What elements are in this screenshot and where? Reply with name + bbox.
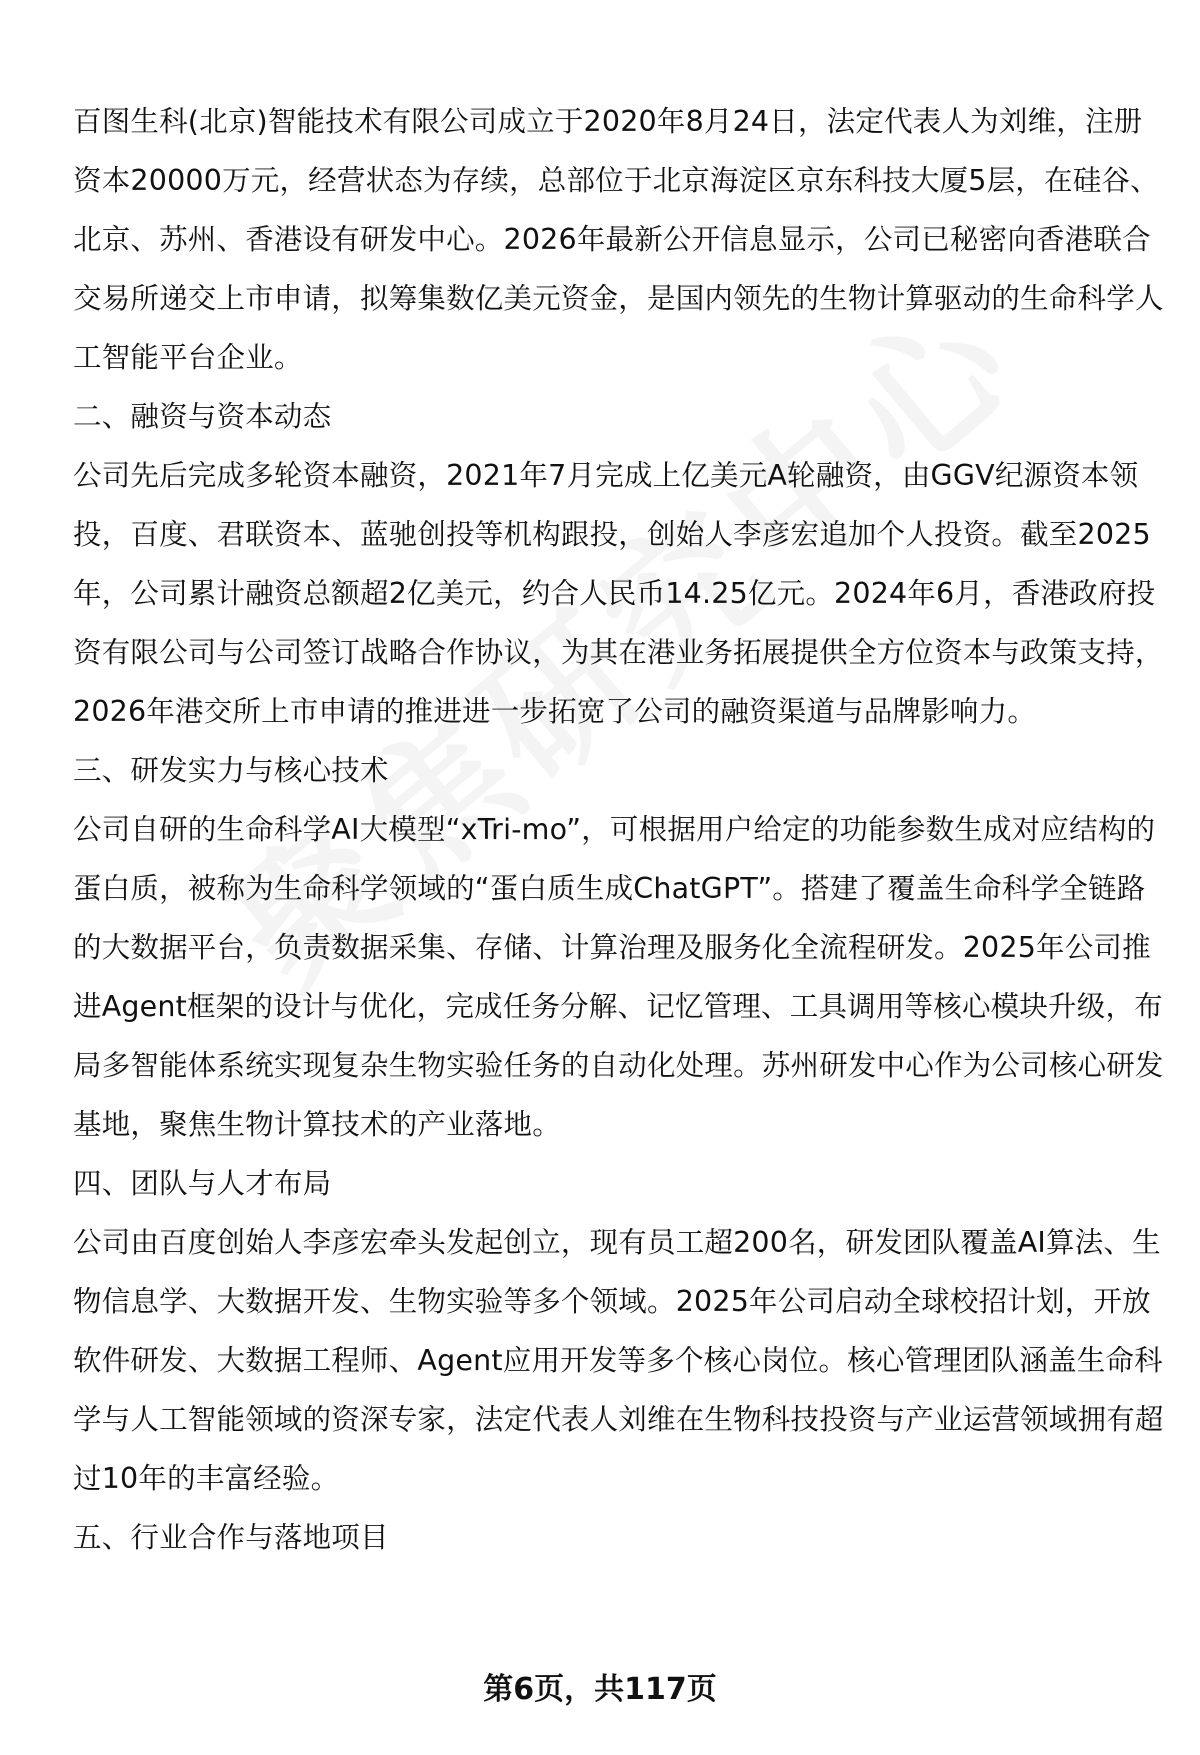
body-paragraph: 公司由百度创始人李彦宏牵头发起创立，现有员工超200名，研发团队覆盖AI算法、生物信息学、大数据开发、生物实验等多个领域。2025年公司启动全球校招计划，开放软件研发、大数据工程师、Agent应用开发等多个核心岗位。核心管理团队涵盖生命科学与人工智能领域的资深专家，法定代表人刘维在生物科技投资与产业运营领域拥有超过10年的丰富经验。 xyxy=(73,1226,1164,1495)
body-paragraph: 公司先后完成多轮资本融资，2021年7月完成上亿美元A轮融资，由GGV纪源资本领投，百度、君联资本、蓝驰创投等机构跟投，创始人李彦宏追加个人投资。截至2025年，公司累计融资总额超2亿美元，约合人民币14.25亿元。2024年6月，香港政府投资有限公司与公司签订战略合作协议，为其在港业务拓展提供全方位资本与政策支持，2026年港交所上市申请的推进进一步拓宽了公司的融资渠道与品牌影响力。 xyxy=(73,459,1164,728)
body-paragraph: 公司自研的生命科学AI大模型“xTri-mo”，可根据用户给定的功能参数生成对应结构的蛋白质，被称为生命科学领域的“蛋白质生成ChatGPT”。搭建了覆盖生命科学全链路的大数据平台，负责数据采集、存储、计算治理及服务化全流程研发。2025年公司推进Agent框架的设计与优化，完成任务分解、记忆管理、工具调用等核心模块升级，布局多智能体系统实现复杂生物实验任务的自动化处理。苏州研发中心作为公司核心研发基地，聚焦生物计算技术的产业落地。 xyxy=(73,813,1164,1141)
page-footer: 第6页，共117页 xyxy=(483,1672,717,1707)
section-heading: 二、融资与资本动态 xyxy=(73,400,332,433)
section-heading: 五、行业合作与落地项目 xyxy=(73,1521,389,1554)
section-heading: 四、团队与人才布局 xyxy=(73,1167,332,1200)
document-body xyxy=(73,92,1165,1567)
body-paragraph: 百图生科(北京)智能技术有限公司成立于2020年8月24日，法定代表人为刘维，注册资本20000万元，经营状态为存续，总部位于北京海淀区京东科技大厦5层，在硅谷、北京、苏州、香港设有研发中心。2026年最新公开信息显示，公司已秘密向香港联合交易所递交上市申请，拟筹集数亿美元资金，是国内领先的生物计算驱动的生命科学人工智能平台企业。 xyxy=(73,105,1164,374)
section-heading: 三、研发实力与核心技术 xyxy=(73,754,389,787)
